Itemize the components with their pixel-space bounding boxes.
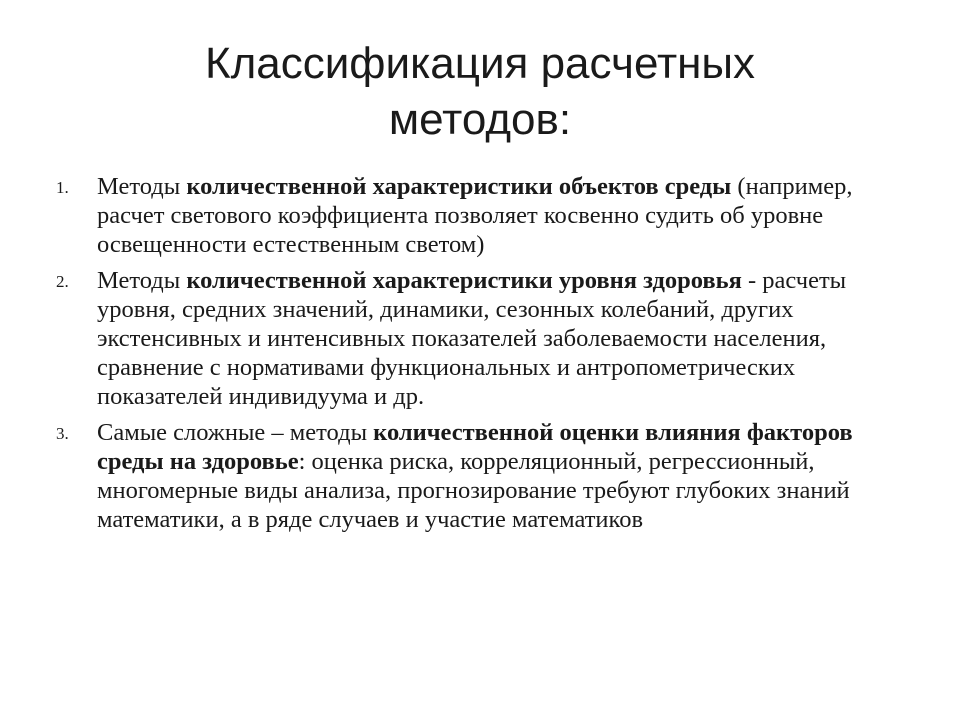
list-item-text: Методы <box>97 267 187 294</box>
list-item-number: 1. <box>56 178 69 197</box>
list-item-number: 2. <box>56 272 69 291</box>
list-item-bold-text: количественной оценки влияния факторов среды на здоровье <box>97 419 853 475</box>
list-item-text-after: : оценка риска, корреляционный, регрессионный, многомерные виды анализа, прогнозирование требуют глубоких знаний математики, а в ряде случаев и участие математиков <box>97 448 850 533</box>
list-item-text: Методы <box>97 173 187 200</box>
list-item-number: 3. <box>56 424 69 443</box>
list-item-text-after: - расчеты уровня, средних значений, динамики, сезонных колебаний, других экстенсивных и интенсивных показателей заболеваемости населения, сравнение с нормативами функциональных и антропометрических показателей индивидуума и др. <box>97 267 847 410</box>
list-item-1 <box>56 172 896 259</box>
list-item-2 <box>56 266 896 411</box>
list-item-bold-text: количественной характеристики объектов среды <box>186 173 732 200</box>
list-item-text-after: (например, расчет светового коэффициента позволяет косвенно судить об уровне освещенности естественным светом) <box>97 173 853 258</box>
methods-list <box>56 172 896 541</box>
title-line-2: методов: <box>388 95 572 144</box>
list-item-bold-text: количественной характеристики уровня здоровья <box>186 267 742 294</box>
title-line-1: Классификация расчетных <box>204 39 756 88</box>
list-item-text: Самые сложные – методы <box>97 419 374 446</box>
list-item-3 <box>56 418 896 534</box>
slide-title <box>60 36 900 148</box>
